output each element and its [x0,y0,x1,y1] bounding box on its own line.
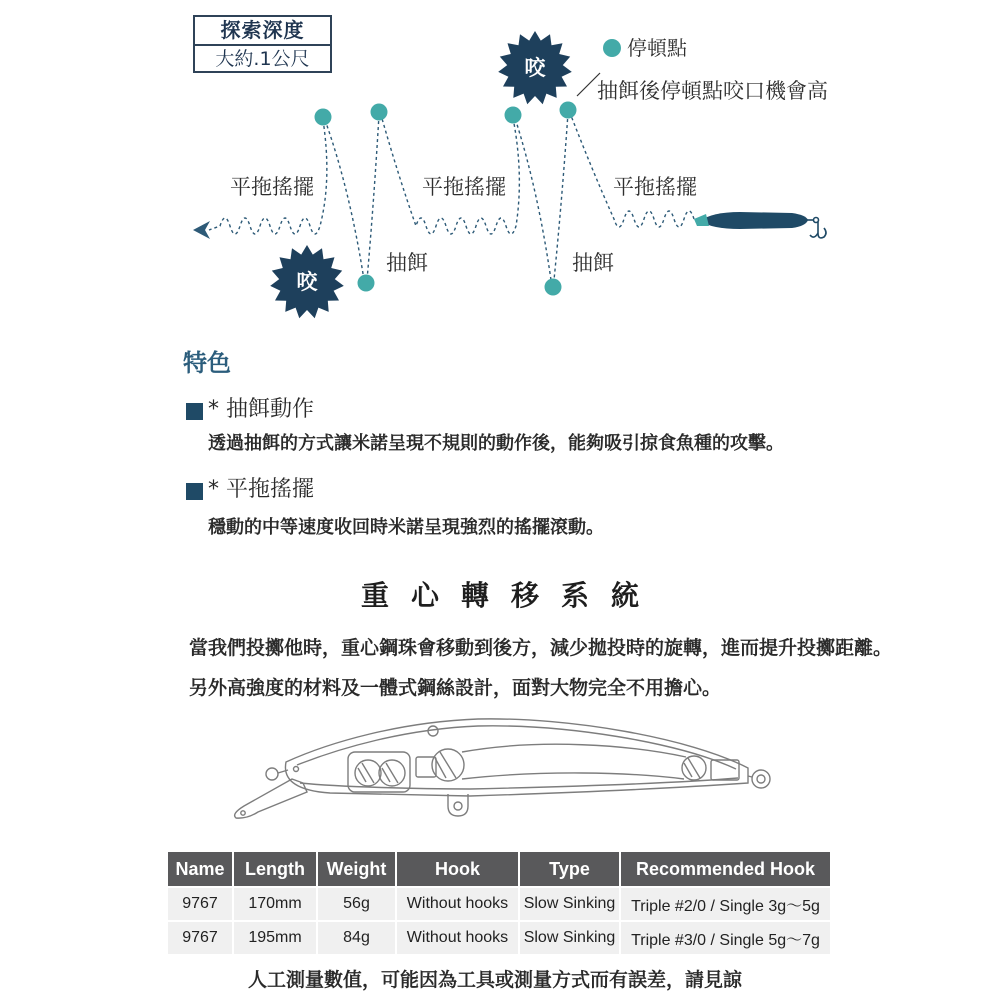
hook-bend [818,222,826,238]
table-cell: Without hooks [397,922,520,956]
weight-transfer-channel-top [462,744,686,757]
column-header: Type [520,852,621,888]
column-header: Hook [397,852,520,888]
ball-stripe [362,763,374,783]
wobble-label: 平拖搖擺 [613,175,697,199]
jerk-path-left-up [325,120,364,280]
table-cell: 84g [318,922,397,956]
column-header: Name [168,852,234,888]
feature-desc: 穩動的中等速度收回時米諾呈現強烈的搖擺滾動。 [208,517,604,538]
depth-title: 探索深度 [195,17,330,46]
feature-desc: 透過抽餌的方式讓米諾呈現不規則的動作後，能夠吸引掠食魚種的攻擊。 [208,433,784,454]
square-bullet-icon [186,483,203,500]
table-row [168,922,830,956]
table-cell: Without hooks [397,888,520,922]
table-cell: 9767 [168,888,234,922]
tail-wire [748,776,752,777]
features-heading: 特色 [183,349,231,377]
nose-pin [294,767,299,772]
wobble-label: 平拖搖擺 [230,175,314,199]
belly-eyelet [448,794,468,816]
rear-chamber [711,760,739,780]
body-outline [285,719,748,796]
ball-stripe [386,763,398,783]
pause-point-dot [371,104,388,121]
weight-system-heading: 重心轉移系統 [360,579,661,612]
retrieve-action-diagram [0,0,1000,320]
weight-system-text: 當我們投擲他時，重心鋼珠會移動到後方，減少拋投時的旋轉，進而提升投擲距離。 [189,637,893,659]
feature-title: * 平拖搖擺 [208,477,314,502]
weight-system-text: 另外高強度的材料及一體式鋼絲設計，面對大物完全不用擔心。 [189,677,722,699]
schematic-lines [235,719,770,818]
jerk-label: 抽餌 [572,251,614,275]
diagram-note: 抽餌後停頓點咬口機會高 [597,79,828,103]
column-header: Recommended Hook [621,852,830,888]
measurement-disclaimer: 人工測量數值，可能因為工具或測量方式而有誤差，請見諒 [247,969,742,991]
ball-stripe [440,752,456,778]
line-tie-eyelet [266,768,278,780]
spec-table [168,852,830,956]
table-cell: 56g [318,888,397,922]
feature-title: * 抽餌動作 [208,397,314,422]
hook-ring [814,218,819,223]
table-cell: Triple #3/0 / Single 5g〜7g [621,922,830,956]
column-header: Weight [318,852,397,888]
wobble-label: 平拖搖擺 [422,175,506,199]
ball-stripe [684,763,692,777]
table-header-row [168,852,830,888]
table-cell: 9767 [168,922,234,956]
lure-body [700,212,808,229]
legend-label: 停頓點 [627,36,687,60]
belly-eyelet-hole [454,802,462,810]
pause-point-dot [358,275,375,292]
treble-hook-icon [807,218,826,238]
tail-eyelet-hole [757,775,765,783]
square-bullet-icon [186,403,203,420]
table-cell: 170mm [234,888,318,922]
weight-transfer-channel-bottom [462,773,684,779]
lure-schematic-icon [225,712,785,830]
shell-inner-top [297,726,736,769]
lip-hole [241,811,245,815]
ball-stripe [688,758,700,778]
jerk-label: 抽餌 [386,251,428,275]
pause-point-dot [315,109,332,126]
depth-value: 大約.1公尺 [215,48,310,70]
arrow-left-icon [193,221,210,239]
pause-point-dot [545,279,562,296]
teal-dot-icon [603,39,621,57]
jerk-path-right-down [554,113,568,280]
jerk-path-right-up [515,118,551,280]
bite-label: 咬 [296,270,318,294]
table-cell: Slow Sinking [520,888,621,922]
table-cell: Triple #2/0 / Single 3g〜5g [621,888,830,922]
table-row [168,888,830,922]
wobble-path-right [570,113,694,227]
lure-icon [694,212,826,238]
ball-stripe [382,768,390,782]
bite-label: 咬 [524,56,546,80]
pause-point-dot [560,102,577,119]
tail-eyelet [752,770,770,788]
ball-stripe [358,768,366,782]
lure-lip [694,214,709,226]
hook-bend [810,233,818,237]
jerk-path-left-down [367,115,379,280]
table-cell: Slow Sinking [520,922,621,956]
pause-point-dot [505,107,522,124]
column-header: Length [234,852,318,888]
table-cell: 195mm [234,922,318,956]
